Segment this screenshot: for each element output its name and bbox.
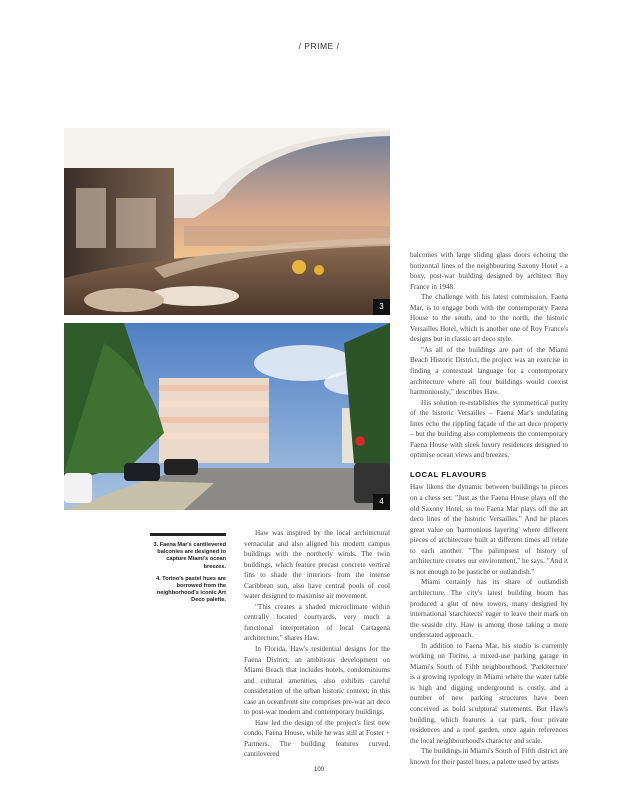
- section-heading: LOCAL FLAVOURS: [410, 469, 487, 479]
- right-paragraph-6: Miami certainly has its share of outlandish architecture. The city's latest building boom has produced a glut of new towers, many designed by international 'starchitects' eager to leave their mark on the seaside city. Haw is among those taking a more understated approach.: [410, 578, 568, 640]
- caption-3: 3. Faena Mar's cantilevered balconies are designed to capture Miami's ocean breezes.: [153, 542, 226, 570]
- middle-paragraph-4: Haw led the design of the project's first new condo, Faena House, while he was still at Foster + Partners. The building features curved, cantilevered: [244, 718, 390, 759]
- middle-paragraph-3: In Florida, Haw's residential designs for the Faena District, an ambitious development on Miami Beach that includes hotels, condominiums and cultural amenities, also exhibits careful consideration of the urban historic context; in this case an oceanfront site comprises pre-war art deco to post-war modern and contemporary buildings.: [244, 645, 390, 717]
- photo-number-4: 4: [373, 494, 390, 510]
- right-paragraph-7: In addition to Faena Mar, his studio is currently working on Torino, a mixed-use parking garage in Miami's South of Fifth neighbourhood. 'Parkitecture' is a growing typology in Miami where the water table is high and digging underground is costly, and a number of new parking structures have been conceived as bold sculptural statements. But Haw's building, which features a car park, four private residences and a roof garden, once again references the local neighbourhood's character and scale.: [410, 641, 568, 745]
- right-paragraph-1: balconies with large sliding glass doors echoing the horizontal lines of the neighbouring Saxony Hotel - a boxy, post-war building designed by architect Roy France in 1948.: [410, 251, 568, 291]
- photo-number-3: 3: [373, 299, 390, 315]
- middle-paragraph-1: Haw was inspired by the local architectural vernacular and also aligned his modern campus buildings with the northerly winds. The twin buildings, which feature precast concrete vertical fins to shade the interiors from the intense Caribbean sun, also have central pools of cool water designed to maximise air movement.: [244, 529, 390, 601]
- middle-column: [244, 528, 390, 760]
- right-paragraph-3: "As all of the buildings are part of the Miami Beach Historic District, the project was an exercise in finding a contextual language for a contemporary architecture where all four buildings would coexist harmoniously," describes Haw.: [410, 345, 568, 397]
- caption-4: 4. Torino's pastel hues are borrowed from the neighborhood's iconic Art Deco palette.: [156, 575, 226, 604]
- page-number: 100: [313, 767, 324, 773]
- balcony-photo: [64, 128, 390, 315]
- right-paragraph-8: The buildings in Miami's South of Fifth district are known for their pastel hues, a palette used by artists: [410, 747, 568, 766]
- photo-captions: [150, 533, 226, 610]
- street-photo: [64, 323, 390, 510]
- right-paragraph-4: His solution re-establishes the symmetrical purity of the historic Versailles – Faena Mar's undulating lines echo the rippling façade of the art deco property – but the building also complements the contemporary Faena House with sleek luxury residences designed to optimise ocean views and breezes.: [410, 398, 568, 460]
- right-paragraph-5: Haw likens the dynamic between buildings to pieces on a chess set: "Just as the Faena House plays off the old Saxony Hotel, so too Faena Mar plays off the art deco lines of the historic Versailles." And he places great value on 'harmonious layering' where different pieces of architecture built at different times all relate to each another. "The palimpsest of history of architecture creates our environment," he says. "And it is not enough to be pastiche or outlandish.": [410, 483, 568, 576]
- section-header: / PRIME /: [298, 41, 340, 51]
- right-column: [410, 250, 568, 767]
- right-paragraph-2: The challenge with his latest commission, Faena Mar, is to engage both with the contemporary Faena House to the south, and to the north, the historic Versailles Hotel, which is another one of Roy France's designs but in classic art deco style.: [410, 293, 568, 344]
- middle-paragraph-2: "This creates a shaded microclimate within centrally located courtyards, very much a functional interpretation of local Cartagena architecture," shares Haw.: [244, 602, 390, 643]
